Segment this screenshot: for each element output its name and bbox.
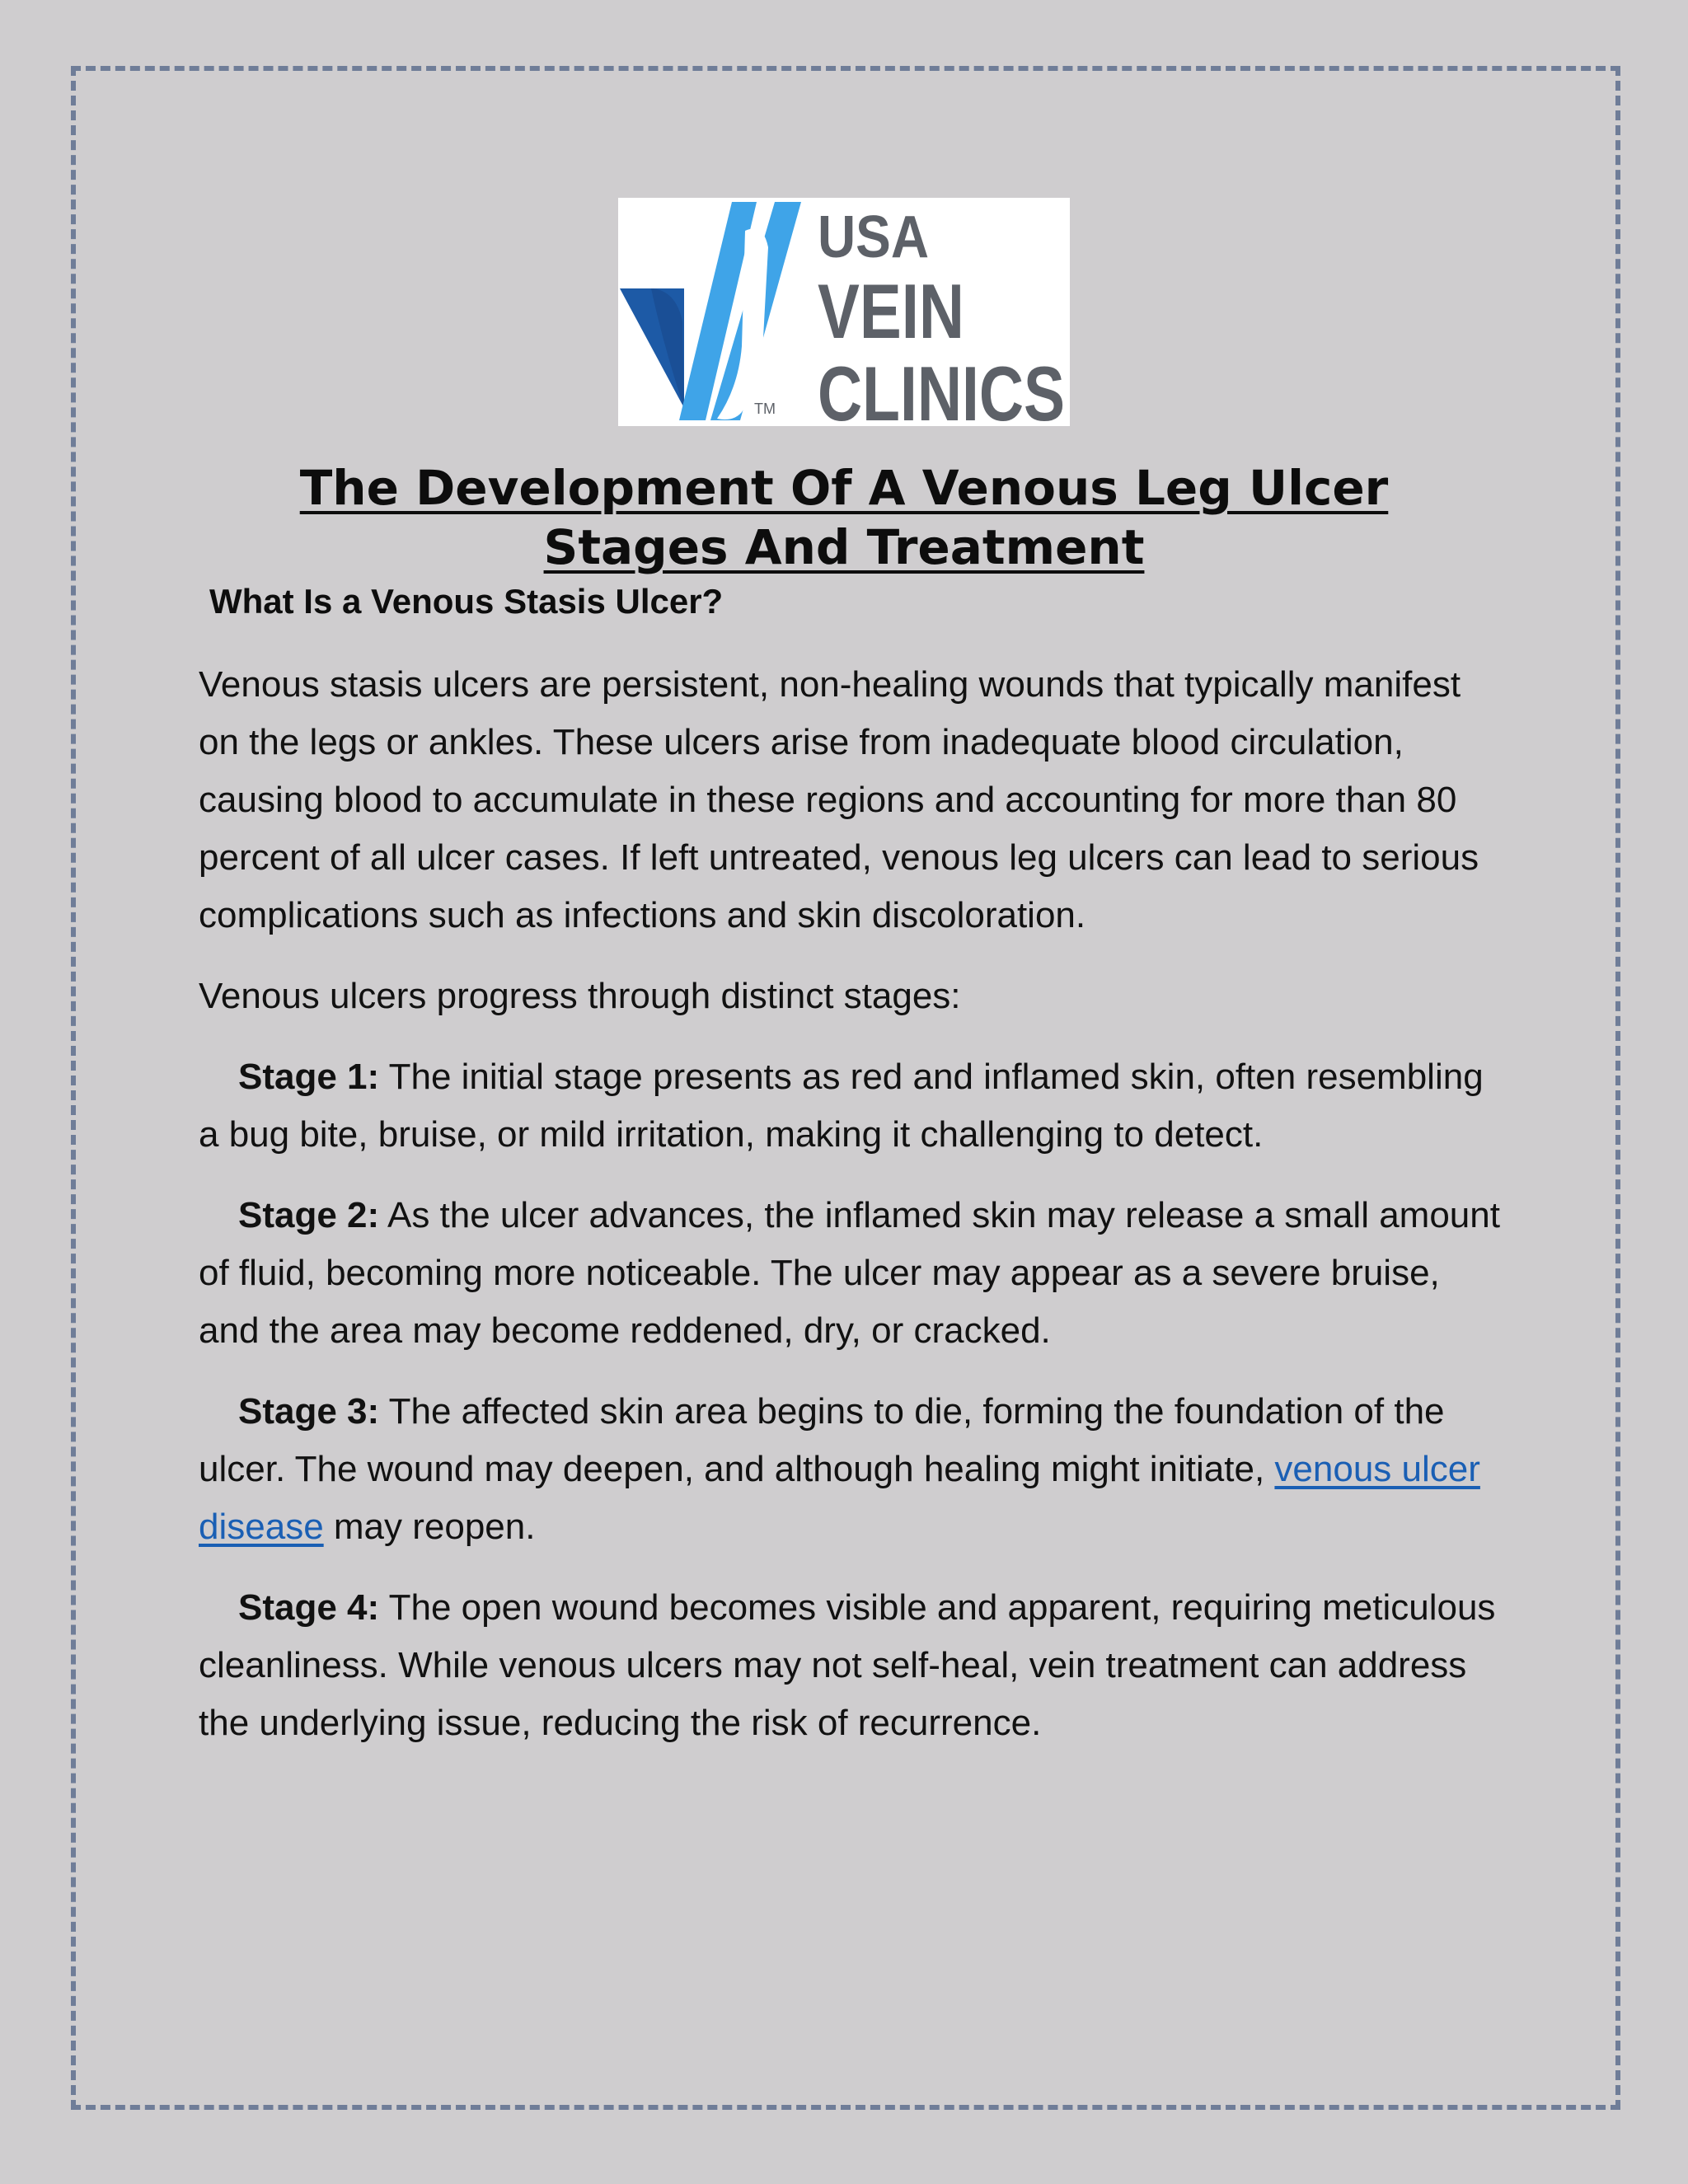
logo-trademark: TM [754, 401, 776, 417]
logo-mark [618, 198, 1070, 437]
stage-3-paragraph [199, 1383, 1501, 1556]
venous-ulcer-disease-link[interactable]: venous ulcer disease [199, 1449, 1480, 1547]
logo-text-clinics: CLINICS [818, 350, 1065, 437]
stage-3-label: Stage 3: [238, 1391, 380, 1432]
stages-intro-paragraph: Venous ulcers progress through distinct stages: [199, 976, 961, 1016]
usa-vein-clinics-logo [618, 198, 1070, 437]
logo-text-usa: USA [818, 204, 929, 270]
stage-1-label: Stage 1: [238, 1057, 380, 1097]
stage-3-text-after: may reopen. [323, 1507, 536, 1547]
logo-text-vein: VEIN [818, 268, 964, 354]
stage-4-label: Stage 4: [238, 1587, 380, 1628]
stage-2-text: As the ulcer advances, the inflamed skin may release a small amount of fluid, becoming more noticeable. The ulcer may appear as a severe bruise, and the area may become reddened, dry, or cracked. [199, 1195, 1500, 1351]
page-title [198, 458, 1490, 577]
page-title-line-2: Stages And Treatment [543, 519, 1145, 575]
article-body [199, 656, 1501, 1775]
stage-3-text-before: The affected skin area begins to die, forming the foundation of the ulcer. The wound may deepen, and although healing might initiate, [199, 1391, 1445, 1489]
stage-4-text: The open wound becomes visible and apparent, requiring meticulous cleanliness. While venous ulcers may not self-heal, vein treatment can address the underlying issue, reducing the risk of recurrence. [199, 1587, 1496, 1743]
intro-paragraph: Venous stasis ulcers are persistent, non-healing wounds that typically manifest on the legs or ankles. These ulcers arise from inadequate blood circulation, causing blood to accumulate in these regions and accounting for more than 80 percent of all ulcer cases. If left untreated, venous leg ulcers can lead to serious complications such as infections and skin discoloration. [199, 664, 1479, 935]
stage-4-paragraph [199, 1579, 1501, 1752]
stage-1-text: The initial stage presents as red and inflamed skin, often resembling a bug bite, bruise, or mild irritation, making it challenging to detect. [199, 1057, 1484, 1155]
stage-2-label: Stage 2: [238, 1195, 380, 1235]
page-title-line-1: The Development Of A Venous Leg Ulcer [299, 460, 1389, 516]
section-heading: What Is a Venous Stasis Ulcer? [209, 582, 724, 621]
stage-1-paragraph [199, 1048, 1501, 1164]
stage-2-paragraph [199, 1187, 1501, 1360]
